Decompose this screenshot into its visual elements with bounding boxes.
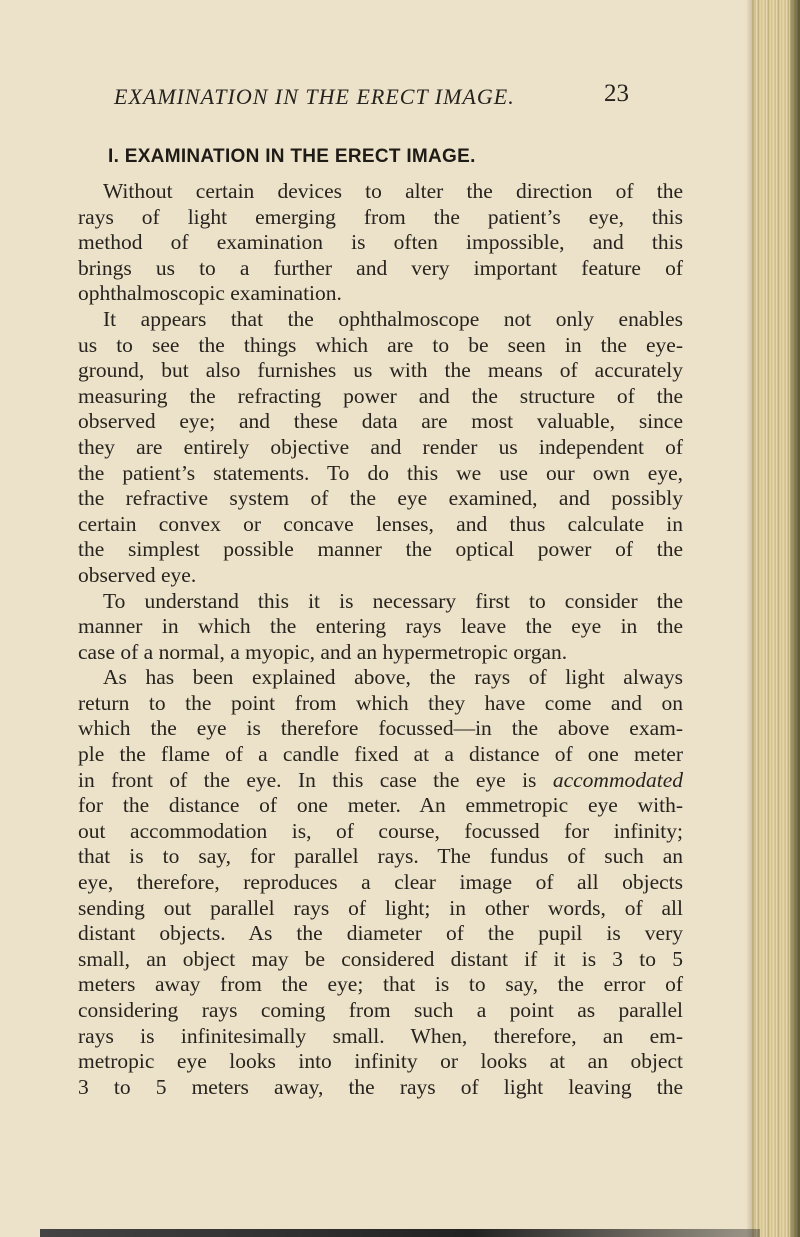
text-line: out accommodation is, of course, focussed for infinity; xyxy=(78,818,683,843)
emphasized-word: accommodated xyxy=(552,767,683,792)
text-fragment: in front of the eye. In this case the eye is xyxy=(78,767,537,792)
body-text xyxy=(78,179,683,1100)
text-line: meters away from the eye; that is to say, the error of xyxy=(78,972,683,997)
text-line: It appears that the ophthalmoscope not only enables xyxy=(103,306,683,331)
text-line: which the eye is therefore focussed—in the above exam- xyxy=(78,716,683,741)
text-line: small, an object may be considered distant if it is 3 to 5 xyxy=(78,946,683,971)
text-line: rays of light emerging from the patient’s eye, this xyxy=(78,204,683,229)
text-line: sending out parallel rays of light; in other words, of all xyxy=(78,895,683,920)
bottom-shadow-bar xyxy=(40,1229,760,1237)
text-line: the simplest possible manner the optical power of the xyxy=(78,537,683,562)
text-line: ophthalmoscopic examination. xyxy=(78,281,342,306)
text-line: case of a normal, a myopic, and an hypermetropic organ. xyxy=(78,639,568,664)
text-line: distant objects. As the diameter of the pupil is very xyxy=(78,921,683,946)
page-number: 23 xyxy=(604,80,629,107)
text-line: that is to say, for parallel rays. The fundus of such an xyxy=(78,844,683,869)
text-line: ple the flame of a candle fixed at a distance of one meter xyxy=(78,742,683,767)
text-line: eye, therefore, reproduces a clear image of all objects xyxy=(78,870,683,895)
text-line: Without certain devices to alter the direction of the xyxy=(103,179,683,203)
text-line: observed eye; and these data are most valuable, since xyxy=(78,409,683,434)
text-line: they are entirely objective and render us independent of xyxy=(78,434,683,459)
text-line: return to the point from which they have come and on xyxy=(78,690,683,715)
text-line: considering rays coming from such a point as parallel xyxy=(78,998,683,1022)
text-line: brings us to a further and very important feature of xyxy=(78,255,683,280)
text-line: observed eye. xyxy=(78,562,197,587)
text-line: measuring the refracting power and the structure of the xyxy=(78,383,683,408)
text-line: method of examination is often impossible, and this xyxy=(78,230,683,255)
text-line-with-emphasis xyxy=(78,768,683,794)
text-line: metropic eye looks into infinity or looks at an object xyxy=(78,1049,683,1074)
text-line: for the distance of one meter. An emmetropic eye with- xyxy=(78,793,683,818)
text-line: the refractive system of the eye examined, and possibly xyxy=(78,486,683,511)
spine-shadow xyxy=(790,0,800,1237)
text-line: rays is infinitesimally small. When, therefore, an em- xyxy=(78,1023,683,1048)
text-line: manner in which the entering rays leave the eye in the xyxy=(78,614,683,639)
text-line: certain convex or concave lenses, and thus calculate in xyxy=(78,511,683,536)
text-line: us to see the things which are to be seen in the eye- xyxy=(78,332,683,357)
section-heading: I. EXAMINATION IN THE ERECT IMAGE. xyxy=(108,146,476,167)
text-line: 3 to 5 meters away, the rays of light leaving the xyxy=(78,1074,683,1099)
text-line: To understand this it is necessary first to consider the xyxy=(103,588,683,613)
running-head: EXAMINATION IN THE ERECT IMAGE. xyxy=(114,84,515,109)
text-line: the patient’s statements. To do this we use our own eye, xyxy=(78,460,683,485)
text-line: ground, but also furnishes us with the means of accurately xyxy=(78,358,683,383)
text-line: As has been explained above, the rays of light always xyxy=(103,665,683,690)
